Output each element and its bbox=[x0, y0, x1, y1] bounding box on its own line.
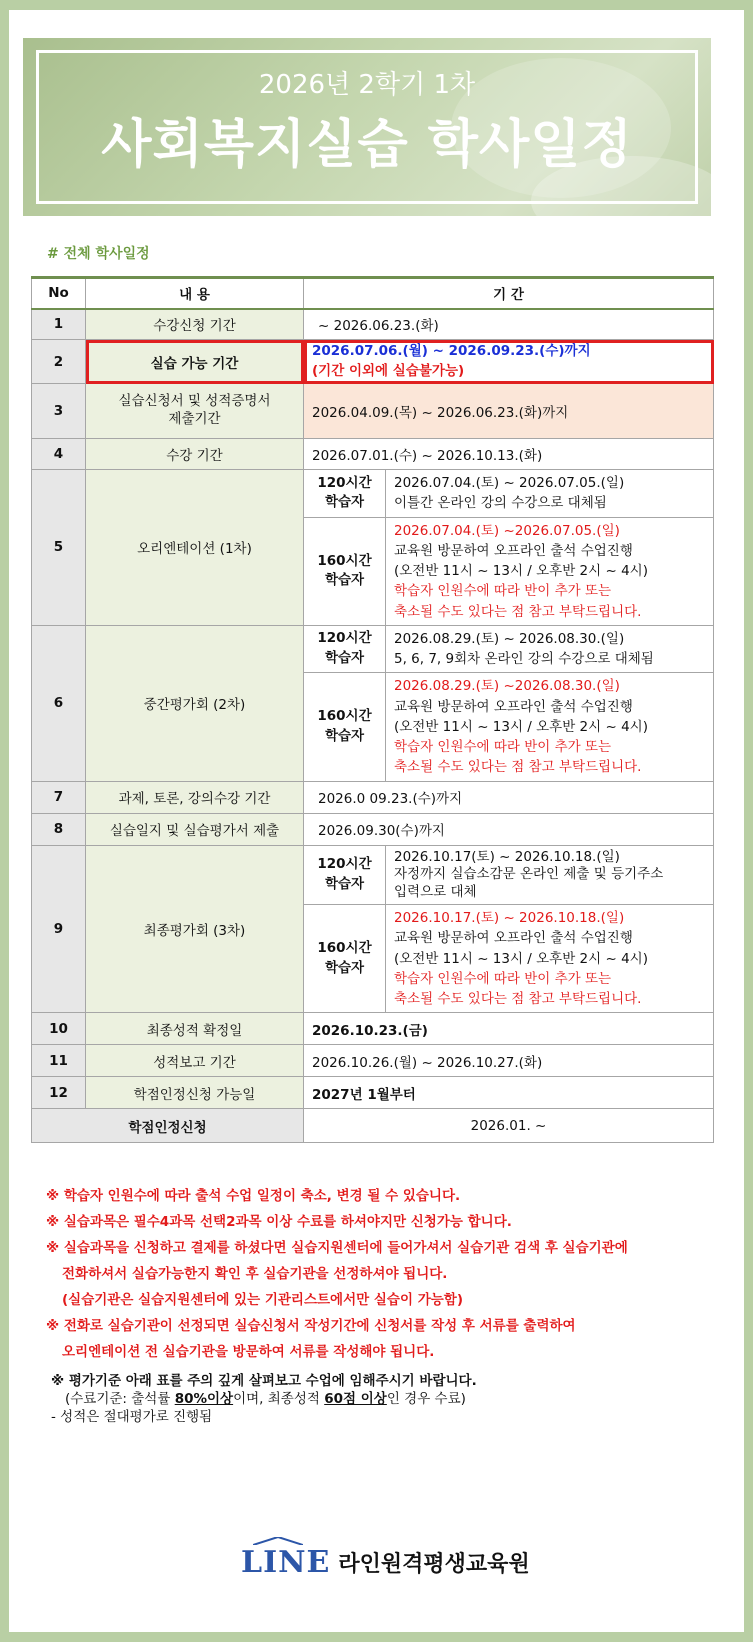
row-no: 9 bbox=[32, 845, 86, 1013]
learner-type-160 bbox=[304, 517, 386, 625]
row-period: 2027년 1월부터 bbox=[304, 1077, 714, 1109]
detail-line: 2026.07.04.(토) ~2026.07.05.(일) bbox=[394, 522, 620, 539]
detail-line: 교육원 방문하여 오프라인 출석 수업진행 bbox=[394, 930, 633, 947]
row-item: 수강 기간 bbox=[86, 439, 304, 470]
attendance-threshold: 80%이상 bbox=[174, 1391, 234, 1407]
learner-hours: 120시간 bbox=[317, 630, 372, 647]
learner-label: 학습자 bbox=[324, 727, 365, 744]
detail-line: 2026.08.29.(토) ~2026.08.30.(일) bbox=[394, 678, 620, 695]
detail-line: 이틀간 온라인 강의 수강으로 대체됨 bbox=[394, 495, 607, 512]
learner-type-160 bbox=[304, 905, 386, 1013]
header-no: No bbox=[32, 278, 86, 309]
row-item: 성적보고 기간 bbox=[86, 1045, 304, 1077]
detail-line: 축소될 수도 있다는 점 참고 부탁드립니다. bbox=[394, 991, 642, 1008]
learner-hours: 160시간 bbox=[317, 708, 372, 725]
row-no: 1 bbox=[32, 309, 86, 340]
table-row bbox=[32, 781, 714, 813]
row-no: 11 bbox=[32, 1045, 86, 1077]
row-period: ~ 2026.06.23.(화) bbox=[304, 309, 714, 340]
notice-item: 오리엔테이션 전 실습기관을 방문하여 서류를 작성해야 됩니다. bbox=[62, 1344, 435, 1360]
learner-type-120 bbox=[304, 470, 386, 518]
learner-type-120 bbox=[304, 625, 386, 673]
row-item: 실습일지 및 실습평가서 제출 bbox=[86, 813, 304, 845]
learner-type-120 bbox=[304, 845, 386, 905]
row-no: 7 bbox=[32, 781, 86, 813]
detail-line: 2026.08.29.(토) ~ 2026.08.30.(일) bbox=[394, 630, 625, 647]
learner-label: 학습자 bbox=[324, 494, 365, 511]
table-row bbox=[32, 340, 714, 384]
table-row bbox=[32, 845, 714, 905]
period-detail bbox=[386, 470, 714, 518]
row-no: 3 bbox=[32, 384, 86, 439]
table-row bbox=[32, 1109, 714, 1143]
row-period: 2026.01. ~ bbox=[304, 1109, 714, 1143]
row-no: 12 bbox=[32, 1077, 86, 1109]
section-title: # 전체 학사일정 bbox=[47, 246, 150, 262]
schedule-table bbox=[31, 276, 714, 1143]
row-item: 오리엔테이션 (1차) bbox=[86, 470, 304, 626]
evaluation-criteria bbox=[51, 1372, 477, 1426]
row-item: 과제, 토론, 강의수강 기간 bbox=[86, 781, 304, 813]
row-no: 10 bbox=[32, 1013, 86, 1045]
notice-item: (실습기관은 실습지원센터에 있는 기관리스트에서만 실습이 가능함) bbox=[62, 1292, 463, 1308]
detail-line: 축소될 수도 있다는 점 참고 부탁드립니다. bbox=[394, 603, 642, 620]
detail-line: 2026.10.17(토) ~ 2026.10.18.(일) bbox=[394, 848, 620, 865]
row-no: 5 bbox=[32, 470, 86, 626]
row-period: 2026.09.30(수)까지 bbox=[304, 813, 714, 845]
notice-item: 전화하셔서 실습가능한지 확인 후 실습기관을 선정하셔야 됩니다. bbox=[62, 1266, 448, 1282]
period-detail bbox=[386, 845, 714, 905]
detail-line: 5, 6, 7, 9회차 온라인 강의 수강으로 대체됨 bbox=[394, 651, 654, 667]
row-item: 중간평가회 (2차) bbox=[86, 625, 304, 781]
period-detail bbox=[386, 625, 714, 673]
learner-hours: 120시간 bbox=[317, 474, 372, 491]
evaluation-criteria-line bbox=[51, 1390, 477, 1408]
notice-list bbox=[46, 1183, 706, 1365]
table-row bbox=[32, 625, 714, 673]
detail-line: 축소될 수도 있다는 점 참고 부탁드립니다. bbox=[394, 759, 642, 776]
row-item: 실습 가능 기간 bbox=[86, 340, 304, 384]
detail-line: 교육원 방문하여 오프라인 출석 수업진행 bbox=[394, 542, 633, 559]
header-period: 기 간 bbox=[304, 278, 714, 309]
detail-line: 학습자 인원수에 따라 반이 추가 또는 bbox=[394, 739, 612, 755]
period-note: (기간 이외에 실습불가능) bbox=[312, 362, 465, 379]
row-item: 학점인정신청 가능일 bbox=[86, 1077, 304, 1109]
criteria-text: 인 경우 수료) bbox=[386, 1391, 466, 1407]
score-threshold: 60점 이상 bbox=[324, 1391, 387, 1407]
detail-line: 자정까지 실습소감문 온라인 제출 및 등기주소 bbox=[394, 866, 664, 883]
learner-hours: 160시간 bbox=[317, 552, 372, 569]
roof-icon bbox=[253, 1537, 303, 1545]
notice-item: ※ 전화로 실습기관이 선정되면 실습신청서 작성기간에 신청서를 작성 후 서류를 출력하여 bbox=[46, 1318, 576, 1334]
detail-line: 학습자 인원수에 따라 반이 추가 또는 bbox=[394, 970, 612, 987]
row-no: 8 bbox=[32, 813, 86, 845]
row-item: 최종평가회 (3차) bbox=[86, 845, 304, 1013]
notice-item: ※ 학습자 인원수에 따라 출석 수업 일정이 축소, 변경 될 수 있습니다. bbox=[46, 1188, 461, 1204]
row-period bbox=[304, 340, 714, 384]
table-row bbox=[32, 470, 714, 518]
criteria-text: (수료기준: 출석률 bbox=[65, 1391, 175, 1407]
learner-label: 학습자 bbox=[324, 650, 365, 666]
table-row bbox=[32, 309, 714, 340]
table-row bbox=[32, 1013, 714, 1045]
notice-item: ※ 실습과목은 필수4과목 선택2과목 이상 수료를 하셔야지만 신청가능 합니다. bbox=[46, 1214, 512, 1230]
item-line: 제출기간 bbox=[168, 411, 221, 427]
detail-line: 2026.10.17.(토) ~ 2026.10.18.(일) bbox=[394, 910, 625, 927]
detail-line: (오전반 11시 ~ 13시 / 오후반 2시 ~ 4시) bbox=[394, 718, 648, 735]
institution-logo bbox=[241, 1545, 530, 1580]
row-item bbox=[86, 384, 304, 439]
table-row bbox=[32, 1077, 714, 1109]
period-detail bbox=[386, 517, 714, 625]
evaluation-note: - 성적은 절대평가로 진행됨 bbox=[51, 1409, 213, 1425]
institution-name: 라인원격평생교육원 bbox=[338, 1552, 530, 1577]
detail-line: 교육원 방문하여 오프라인 출석 수업진행 bbox=[394, 698, 633, 715]
notice-item: ※ 실습과목을 신청하고 결제를 하셨다면 실습지원센터에 들어가셔서 실습기관 검색 후 실습기관에 bbox=[46, 1240, 628, 1256]
learner-type-160 bbox=[304, 673, 386, 781]
row-no: 6 bbox=[32, 625, 86, 781]
learner-label: 학습자 bbox=[324, 875, 365, 892]
table-row bbox=[32, 1045, 714, 1077]
learner-hours: 120시간 bbox=[317, 856, 372, 873]
banner-subtitle: 2026년 2학기 1차 bbox=[258, 70, 476, 100]
learner-label: 학습자 bbox=[324, 572, 365, 589]
period-line: 2026.07.06.(월) ~ 2026.09.23.(수)까지 bbox=[312, 342, 591, 359]
logo-mark-text: LINE bbox=[241, 1545, 331, 1580]
table-row bbox=[32, 439, 714, 470]
row-item: 학점인정신청 bbox=[32, 1109, 304, 1143]
learner-label: 학습자 bbox=[324, 959, 365, 976]
evaluation-heading: ※ 평가기준 아래 표를 주의 깊게 살펴보고 수업에 임해주시기 바랍니다. bbox=[51, 1373, 477, 1389]
table-row bbox=[32, 384, 714, 439]
row-period: 2026.04.09.(목) ~ 2026.06.23.(화)까지 bbox=[304, 384, 714, 439]
period-detail bbox=[386, 905, 714, 1013]
detail-line: (오전반 11시 ~ 13시 / 오후반 2시 ~ 4시) bbox=[394, 563, 648, 579]
learner-hours: 160시간 bbox=[317, 940, 372, 957]
line-logo-mark bbox=[241, 1545, 330, 1580]
row-no: 4 bbox=[32, 439, 86, 470]
header-content: 내 용 bbox=[86, 278, 304, 309]
item-line: 실습신청서 및 성적증명서 bbox=[118, 393, 271, 410]
period-detail bbox=[386, 673, 714, 781]
detail-line: 입력으로 대체 bbox=[394, 883, 477, 900]
detail-line: (오전반 11시 ~ 13시 / 오후반 2시 ~ 4시) bbox=[394, 950, 648, 967]
table-header-row bbox=[32, 278, 714, 309]
detail-line: 2026.07.04.(토) ~ 2026.07.05.(일) bbox=[394, 475, 625, 491]
row-item: 최종성적 확정일 bbox=[86, 1013, 304, 1045]
row-period: 2026.10.26.(월) ~ 2026.10.27.(화) bbox=[304, 1045, 714, 1077]
banner-title: 사회복지실습 학사일정 bbox=[101, 115, 633, 175]
row-no: 2 bbox=[32, 340, 86, 384]
table-row bbox=[32, 813, 714, 845]
header-banner bbox=[23, 38, 711, 216]
row-period: 2026.07.01.(수) ~ 2026.10.13.(화) bbox=[304, 439, 714, 470]
criteria-text: 이며, 최종성적 bbox=[233, 1391, 325, 1407]
row-period: 2026.0 09.23.(수)까지 bbox=[304, 781, 714, 813]
row-item: 수강신청 기간 bbox=[86, 309, 304, 340]
row-period: 2026.10.23.(금) bbox=[304, 1013, 714, 1045]
detail-line: 학습자 인원수에 따라 반이 추가 또는 bbox=[394, 583, 612, 600]
